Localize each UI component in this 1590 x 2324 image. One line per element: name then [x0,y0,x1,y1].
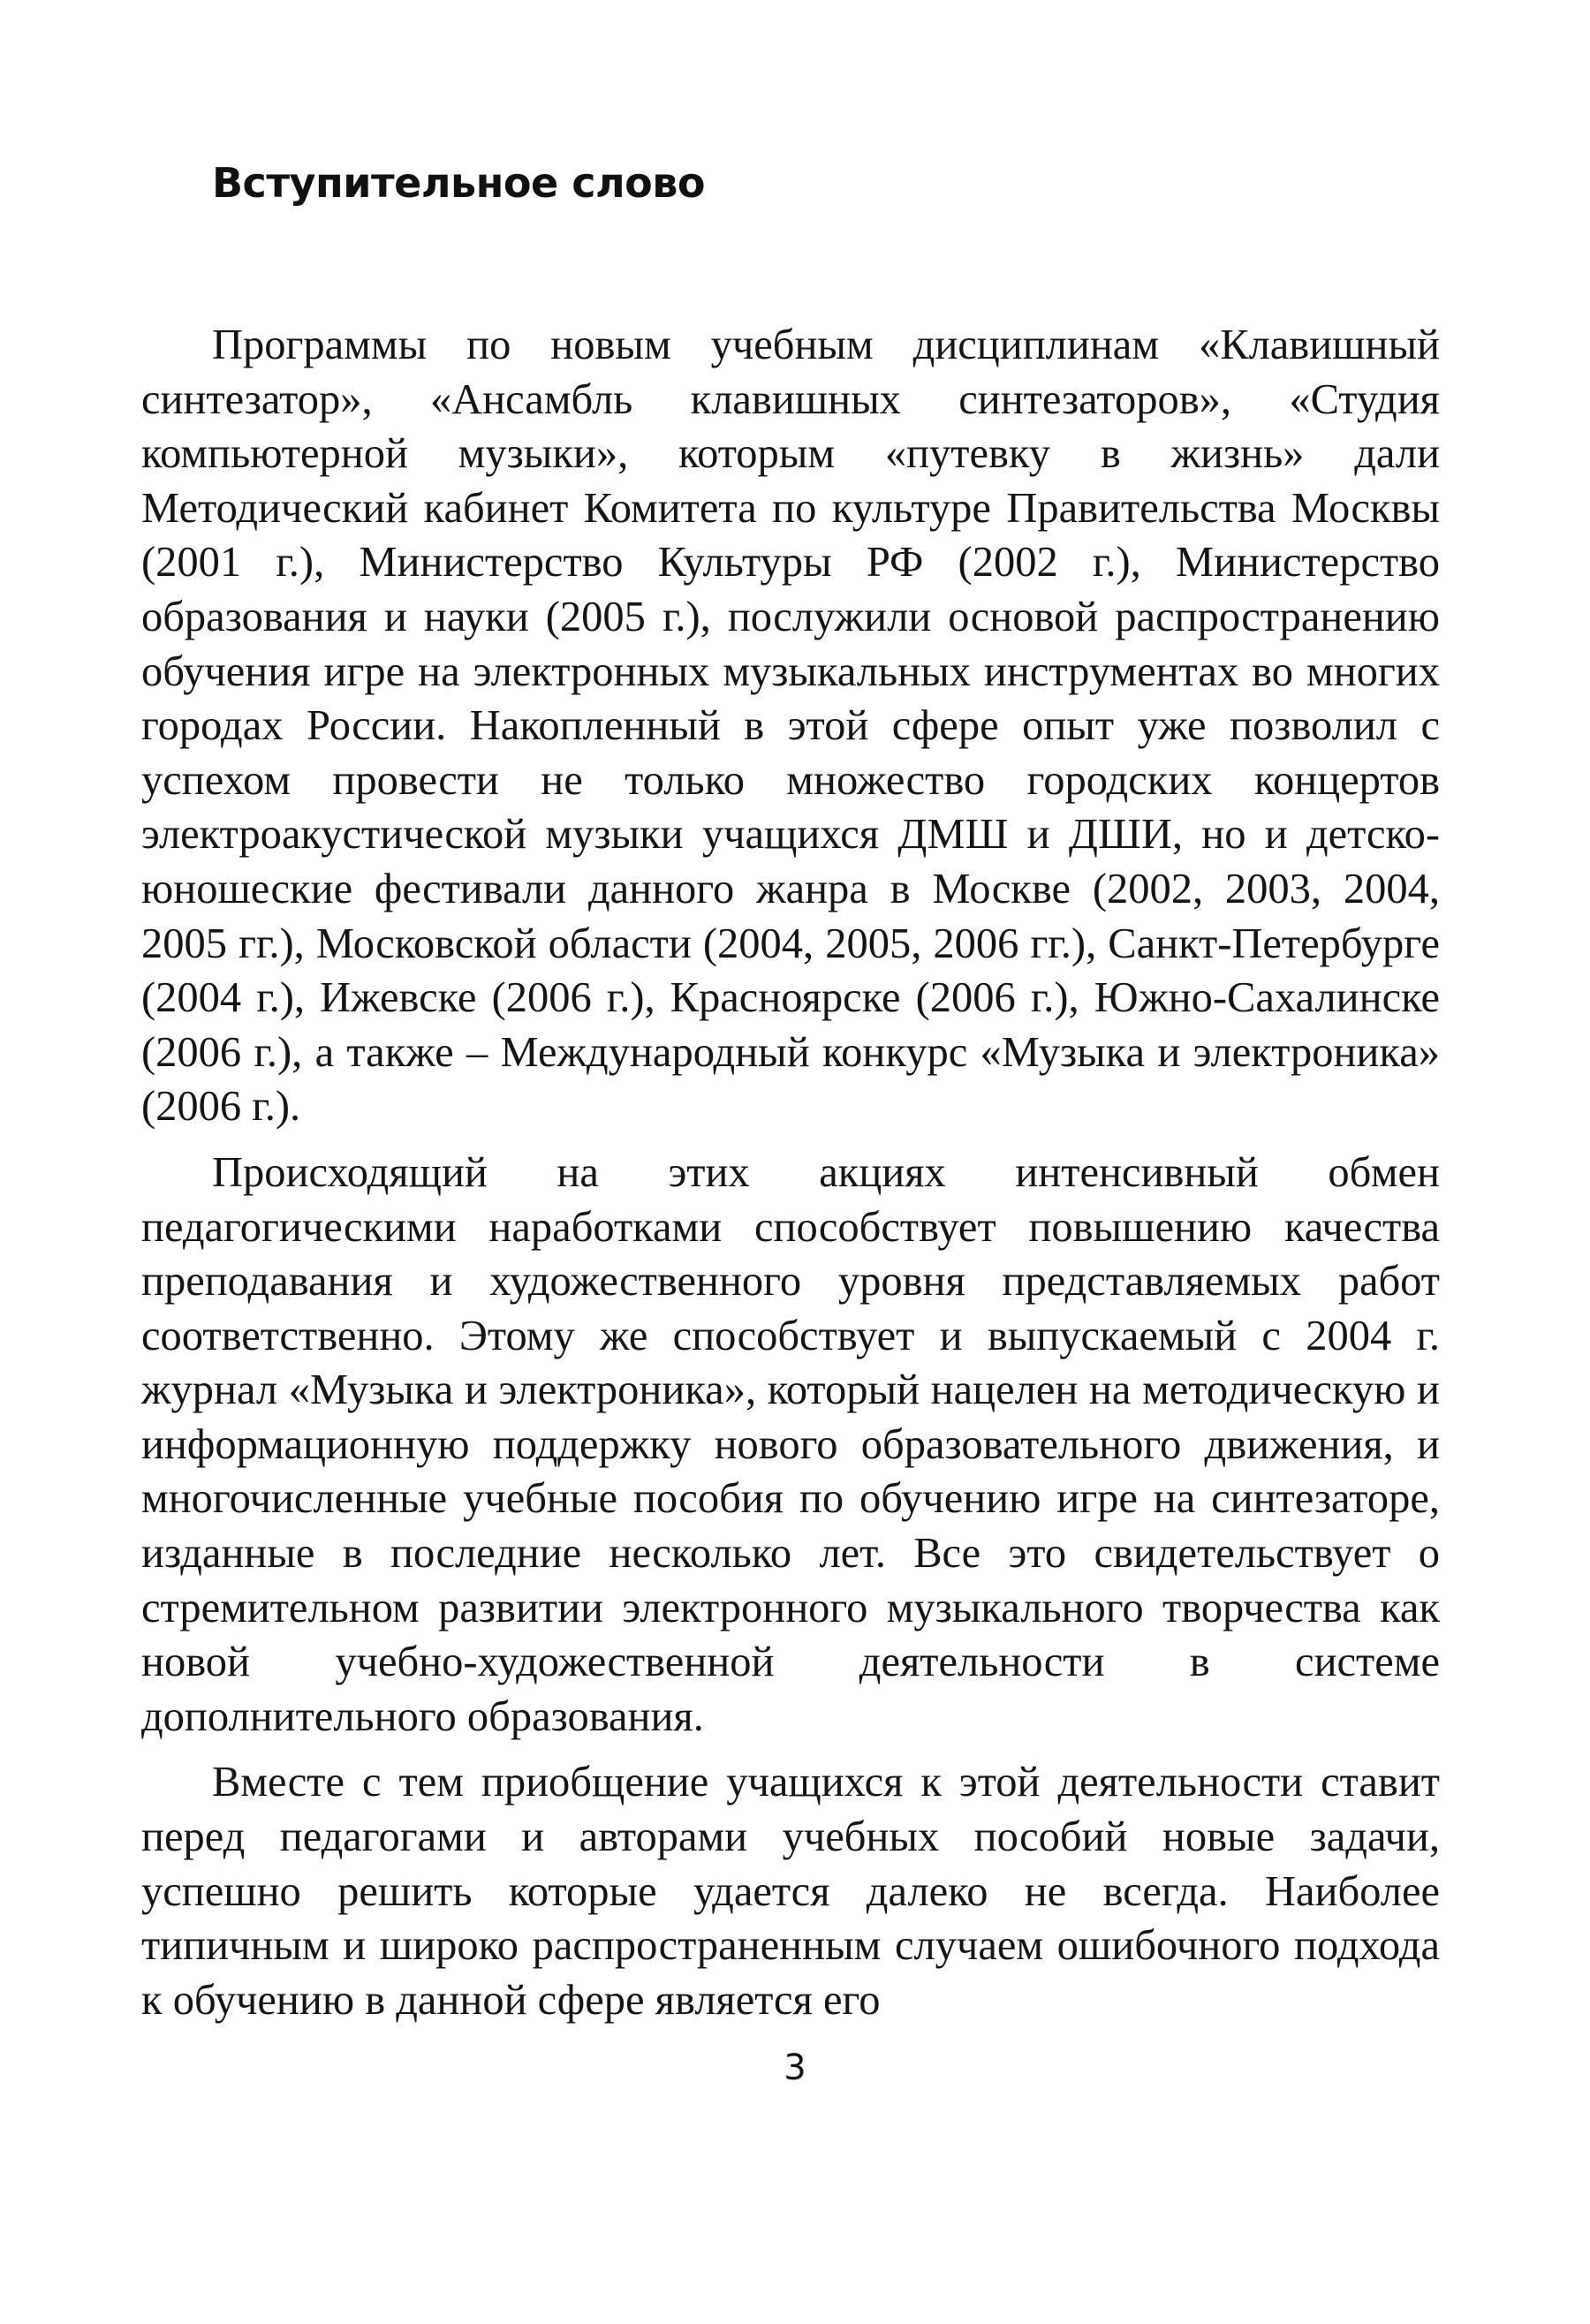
paragraph-1: Программы по новым учебным дисциплинам «Клавишный синтезатор», «Ансамбль клавишных синтезаторов», «Студия компьютерной музыки», которым «путевку в жизнь» дали Методический кабинет Комитета по культуре Правительства Москвы (2001 г.), Министерство Культуры РФ (2002 г.), Министерство образования и науки (2005 г.), послужили основой распространению обучения игре на электронных музыкальных инструментах во многих городах России. Накопленный в этой сфере опыт уже позволил с успехом провести не только множество городских концертов электроакустической музыки учащихся ДМШ и ДШИ, но и детско-юношеские фестивали данного жанра в Москве (2002, 2003, 2004, 2005 гг.), Московской области (2004, 2005, 2006 гг.), Санкт-Петербурге (2004 г.), Ижевске (2006 г.), Красноярске (2006 г.), Южно-Сахалинске (2006 г.), а также – Международный конкурс «Музыка и электроника» (2006 г.). [141,322,1440,1131]
body-text [141,318,1440,2039]
paragraph-3: Вместе с тем приобщение учащихся к этой деятельности ставит перед педагогами и авторами учебных пособий новые задачи, успешно решить которые удается далеко не всегда. Наиболее типичным и широко распространенным случаем ошибочного подхода к обучению в данной сфере является его [141,1759,1440,2024]
page-number: 3 [784,2048,806,2088]
page-title: Вступительное слово [212,159,705,207]
paragraph-2: Происходящий на этих акциях интенсивный обмен педагогическими наработками способствует повышению качества преподавания и художественного уровня представляемых работ соответственно. Этому же способствует и выпускаемый с 2004 г. журнал «Музыка и электроника», который нацелен на методическую и информационную поддержку нового образовательного движения, и многочисленные учебные пособия по обучению игре на синтезаторе, изданные в последние несколько лет. Все это свидетельствует о стремительном развитии электронного музыкального творчества как новой учебно-художественной деятельности в системе дополнительного образования. [141,1148,1440,1740]
